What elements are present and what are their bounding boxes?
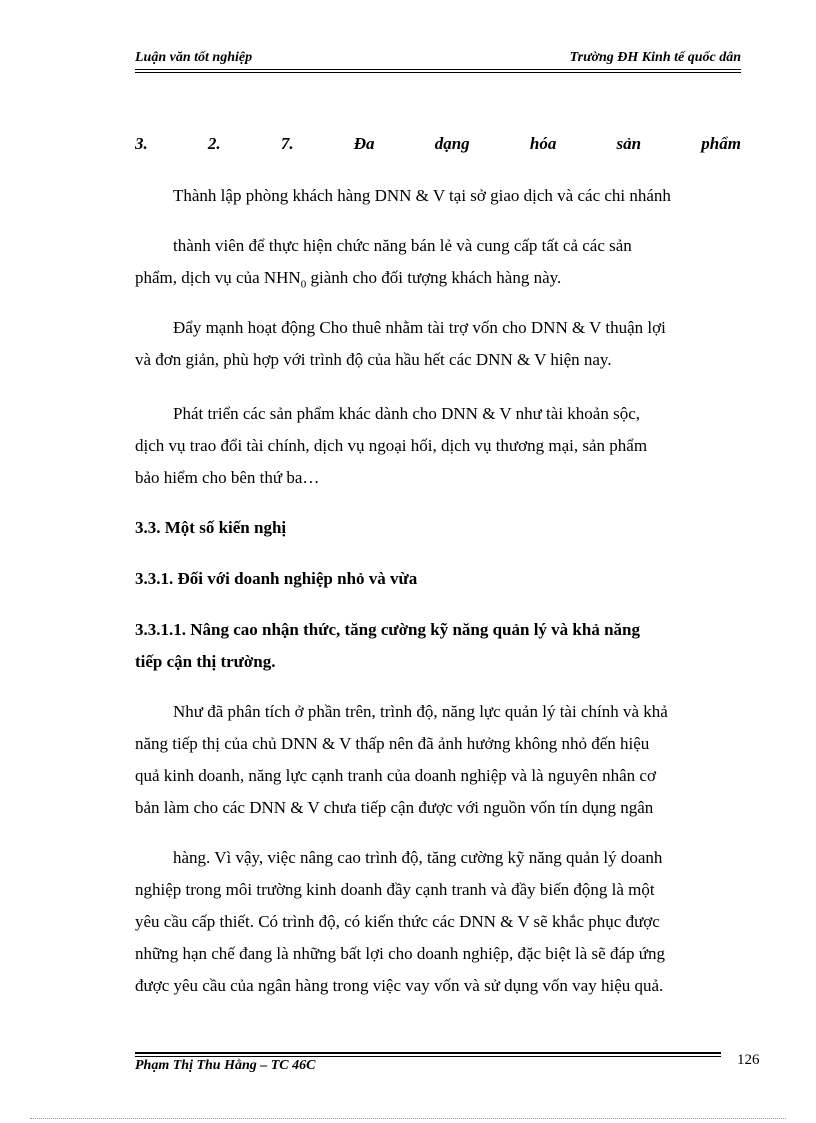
text-run: phẩm, dịch vụ của NHN <box>135 268 301 287</box>
paragraph-line: Đẩy mạnh hoạt động Cho thuê nhằm tài trợ vốn cho DNN & V thuận lợi <box>173 318 666 337</box>
paragraph-line: nghiệp trong môi trường kinh doanh đầy cạnh tranh và đầy biến động là một <box>135 880 655 899</box>
paragraph-1b <box>135 230 741 300</box>
footer-rule <box>135 1052 721 1054</box>
heading-token: sản <box>616 134 642 153</box>
paragraph-line: thành viên để thực hiện chức năng bán lẻ và cung cấp tất cả các sản <box>173 236 632 255</box>
page-number: 126 <box>737 1052 760 1068</box>
heading-token: Đa <box>353 134 375 153</box>
heading-token: 2. <box>207 134 221 153</box>
paragraph-line: được yêu cầu của ngân hàng trong việc vay vốn và sử dụng vốn vay hiệu quả. <box>135 976 664 995</box>
text-run: giành cho đối tượng khách hàng này. <box>306 268 562 287</box>
paragraph-line: yêu cầu cấp thiết. Có trình độ, có kiến thức các DNN & V sẽ khắc phục được <box>135 912 660 931</box>
paragraph-line <box>135 262 741 300</box>
header-right-title: Trường ĐH Kinh tế quốc dân <box>569 50 741 65</box>
header-left-title: Luận văn tốt nghiệp <box>135 50 253 65</box>
heading-3-3-1-1 <box>135 614 741 678</box>
paragraph-line: hàng. Vì vậy, việc nâng cao trình độ, tăng cường kỹ năng quản lý doanh <box>173 848 663 867</box>
heading-token: phẩm <box>701 134 741 153</box>
paragraph-3 <box>135 398 741 494</box>
heading-token: hóa <box>529 134 557 153</box>
heading-3-3-1: 3.3.1. Đối với doanh nghiệp nhỏ và vừa <box>135 569 418 588</box>
footer-rule-2 <box>135 1056 721 1057</box>
heading-token: dạng <box>434 134 470 153</box>
footer-author: Phạm Thị Thu Hằng – TC 46C <box>135 1058 316 1073</box>
paragraph-line: Thành lập phòng khách hàng DNN & V tại sở giao dịch và các chi nhánh <box>173 186 671 205</box>
subscript: 0 <box>300 278 307 291</box>
heading-3-3: 3.3. Một số kiến nghị <box>135 518 287 537</box>
paragraph-line: những hạn chế đang là những bất lợi cho doanh nghiệp, đặc biệt là sẽ đáp ứng <box>135 944 665 963</box>
paragraph-line: năng tiếp thị của chủ DNN & V thấp nên đã ảnh hưởng không nhỏ đến hiệu <box>135 734 650 753</box>
paragraph-1a <box>135 180 741 212</box>
heading-token: 3. <box>135 134 148 153</box>
header-rule <box>135 69 741 70</box>
paragraph-line: Như đã phân tích ở phần trên, trình độ, năng lực quản lý tài chính và khả <box>173 702 668 721</box>
paragraph-line: bảo hiểm cho bên thứ ba… <box>135 468 320 487</box>
header-rule-2 <box>135 72 741 73</box>
heading-token: 7. <box>280 134 294 153</box>
paragraph-5 <box>135 842 741 1002</box>
heading-line: 3.3.1.1. Nâng cao nhận thức, tăng cường kỹ năng quản lý và khả năng <box>135 620 641 639</box>
heading-line: tiếp cận thị trường. <box>135 652 276 671</box>
page-edge-divider <box>30 1118 786 1119</box>
paragraph-line: Phát triển các sản phẩm khác dành cho DNN & V như tài khoản sộc, <box>173 404 641 423</box>
section-heading-3-2-7 <box>135 134 741 154</box>
paragraph-line: bản làm cho các DNN & V chưa tiếp cận được với nguồn vốn tín dụng ngân <box>135 798 654 817</box>
paragraph-line: dịch vụ trao đổi tài chính, dịch vụ ngoại hối, dịch vụ thương mại, sản phẩm <box>135 436 648 455</box>
paragraph-2 <box>135 312 741 376</box>
paragraph-line: quả kinh doanh, năng lực cạnh tranh của doanh nghiệp và là nguyên nhân cơ <box>135 766 656 785</box>
paragraph-line: và đơn giản, phù hợp với trình độ của hầu hết các DNN & V hiện nay. <box>135 350 612 369</box>
paragraph-4 <box>135 696 741 824</box>
